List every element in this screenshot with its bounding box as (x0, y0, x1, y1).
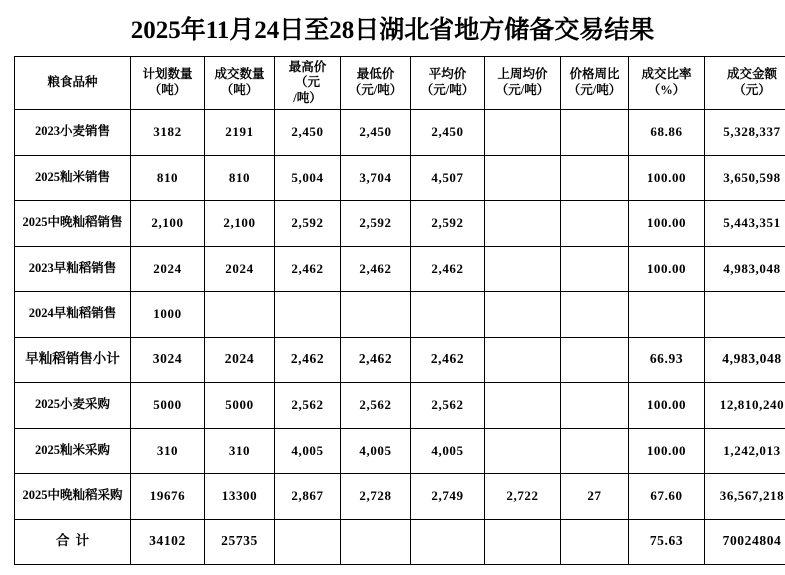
cell-average-price: 2,450 (411, 110, 485, 156)
cell-planned-qty: 2,100 (131, 201, 205, 247)
column-header-trade-amount: 成交金额 （元） (705, 57, 785, 110)
cell-variety: 2025籼米销售 (15, 155, 131, 201)
cell-price-change (561, 519, 629, 565)
cell-lowest-price (341, 519, 411, 565)
column-header-planned-qty: 计划数量 （吨） (131, 57, 205, 110)
cell-highest-price: 2,562 (275, 383, 341, 429)
table-header (15, 57, 785, 110)
cell-price-change (561, 246, 629, 292)
cell-last-week-price (485, 428, 561, 474)
column-header-highest-price: 最高价 （元 /吨） (275, 57, 341, 110)
page-title: 2025年11月24日至28日湖北省地方储备交易结果 (130, 17, 655, 44)
cell-last-week-price (485, 201, 561, 247)
cell-trade-ratio: 100.00 (629, 428, 705, 474)
column-header-lowest-price: 最低价 （元/吨） (341, 57, 411, 110)
cell-trade-amount: 5,328,337 (705, 110, 785, 156)
cell-variety: 2025籼米采购 (15, 428, 131, 474)
table-row (15, 155, 785, 201)
table-row (15, 428, 785, 474)
cell-planned-qty: 2024 (131, 246, 205, 292)
column-header-traded-qty: 成交数量 （吨） (205, 57, 275, 110)
cell-planned-qty: 310 (131, 428, 205, 474)
cell-average-price: 2,749 (411, 474, 485, 520)
cell-last-week-price (485, 337, 561, 383)
table-row (15, 474, 785, 520)
table-row (15, 110, 785, 156)
cell-lowest-price: 2,462 (341, 337, 411, 383)
cell-planned-qty: 810 (131, 155, 205, 201)
cell-trade-ratio: 67.60 (629, 474, 705, 520)
cell-last-week-price: 2,722 (485, 474, 561, 520)
cell-price-change: 27 (561, 474, 629, 520)
column-header-last-week-price: 上周均价 （元/吨） (485, 57, 561, 110)
cell-last-week-price (485, 110, 561, 156)
cell-trade-amount (705, 292, 785, 338)
cell-last-week-price (485, 292, 561, 338)
cell-price-change (561, 110, 629, 156)
cell-variety: 2025中晚籼稻采购 (15, 474, 131, 520)
cell-price-change (561, 292, 629, 338)
cell-trade-amount: 4,983,048 (705, 246, 785, 292)
cell-traded-qty: 2024 (205, 337, 275, 383)
cell-planned-qty: 19676 (131, 474, 205, 520)
cell-price-change (561, 201, 629, 247)
cell-trade-amount: 5,443,351 (705, 201, 785, 247)
cell-lowest-price: 4,005 (341, 428, 411, 474)
cell-last-week-price (485, 519, 561, 565)
cell-lowest-price: 2,462 (341, 246, 411, 292)
cell-traded-qty: 2,100 (205, 201, 275, 247)
cell-planned-qty: 3024 (131, 337, 205, 383)
cell-last-week-price (485, 155, 561, 201)
cell-average-price (411, 292, 485, 338)
cell-trade-amount: 12,810,240 (705, 383, 785, 429)
cell-variety: 2025中晚籼稻销售 (15, 201, 131, 247)
cell-planned-qty: 3182 (131, 110, 205, 156)
cell-trade-ratio (629, 292, 705, 338)
cell-price-change (561, 155, 629, 201)
cell-trade-amount: 36,567,218 (705, 474, 785, 520)
table-body (15, 110, 785, 565)
cell-lowest-price: 3,704 (341, 155, 411, 201)
cell-trade-amount: 70024804 (705, 519, 785, 565)
cell-price-change (561, 428, 629, 474)
cell-lowest-price: 2,592 (341, 201, 411, 247)
table-row (15, 292, 785, 338)
cell-trade-ratio: 100.00 (629, 201, 705, 247)
cell-trade-ratio: 75.63 (629, 519, 705, 565)
cell-traded-qty: 810 (205, 155, 275, 201)
cell-highest-price: 2,462 (275, 337, 341, 383)
table-row (15, 383, 785, 429)
cell-average-price: 2,462 (411, 337, 485, 383)
cell-average-price: 4,005 (411, 428, 485, 474)
cell-variety: 早籼稻销售小计 (15, 337, 131, 383)
cell-lowest-price: 2,562 (341, 383, 411, 429)
column-header-trade-ratio: 成交比率 （%） (629, 57, 705, 110)
cell-highest-price: 2,867 (275, 474, 341, 520)
cell-variety: 2023小麦销售 (15, 110, 131, 156)
cell-variety: 2023早籼稻销售 (15, 246, 131, 292)
cell-price-change (561, 383, 629, 429)
column-header-average-price: 平均价 （元/吨） (411, 57, 485, 110)
cell-lowest-price: 2,728 (341, 474, 411, 520)
cell-lowest-price (341, 292, 411, 338)
cell-traded-qty: 25735 (205, 519, 275, 565)
table-row (15, 201, 785, 247)
cell-highest-price: 2,450 (275, 110, 341, 156)
cell-price-change (561, 337, 629, 383)
cell-trade-ratio: 66.93 (629, 337, 705, 383)
cell-variety: 2025小麦采购 (15, 383, 131, 429)
cell-lowest-price: 2,450 (341, 110, 411, 156)
column-header-variety: 粮食品种 (15, 57, 131, 110)
cell-trade-ratio: 100.00 (629, 155, 705, 201)
cell-average-price: 2,462 (411, 246, 485, 292)
cell-highest-price: 2,592 (275, 201, 341, 247)
cell-traded-qty: 13300 (205, 474, 275, 520)
cell-highest-price (275, 292, 341, 338)
cell-trade-amount: 1,242,013 (705, 428, 785, 474)
cell-highest-price: 5,004 (275, 155, 341, 201)
cell-traded-qty: 2024 (205, 246, 275, 292)
cell-traded-qty: 5000 (205, 383, 275, 429)
cell-average-price: 4,507 (411, 155, 485, 201)
cell-trade-amount: 3,650,598 (705, 155, 785, 201)
cell-trade-ratio: 100.00 (629, 383, 705, 429)
cell-traded-qty (205, 292, 275, 338)
column-header-price-change: 价格周比 （元/吨） (561, 57, 629, 110)
cell-average-price: 2,562 (411, 383, 485, 429)
cell-planned-qty: 5000 (131, 383, 205, 429)
trade-results-table (14, 56, 785, 565)
table-header-row (15, 57, 785, 110)
table-row-total (15, 519, 785, 565)
cell-trade-ratio: 68.86 (629, 110, 705, 156)
cell-planned-qty: 1000 (131, 292, 205, 338)
cell-average-price (411, 519, 485, 565)
cell-traded-qty: 310 (205, 428, 275, 474)
cell-last-week-price (485, 383, 561, 429)
cell-highest-price: 4,005 (275, 428, 341, 474)
cell-highest-price (275, 519, 341, 565)
cell-highest-price: 2,462 (275, 246, 341, 292)
cell-last-week-price (485, 246, 561, 292)
cell-variety: 合计 (15, 519, 131, 565)
cell-traded-qty: 2191 (205, 110, 275, 156)
cell-planned-qty: 34102 (131, 519, 205, 565)
table-row-subtotal (15, 337, 785, 383)
cell-trade-amount: 4,983,048 (705, 337, 785, 383)
cell-average-price: 2,592 (411, 201, 485, 247)
cell-trade-ratio: 100.00 (629, 246, 705, 292)
table-row (15, 246, 785, 292)
cell-variety: 2024早籼稻销售 (15, 292, 131, 338)
